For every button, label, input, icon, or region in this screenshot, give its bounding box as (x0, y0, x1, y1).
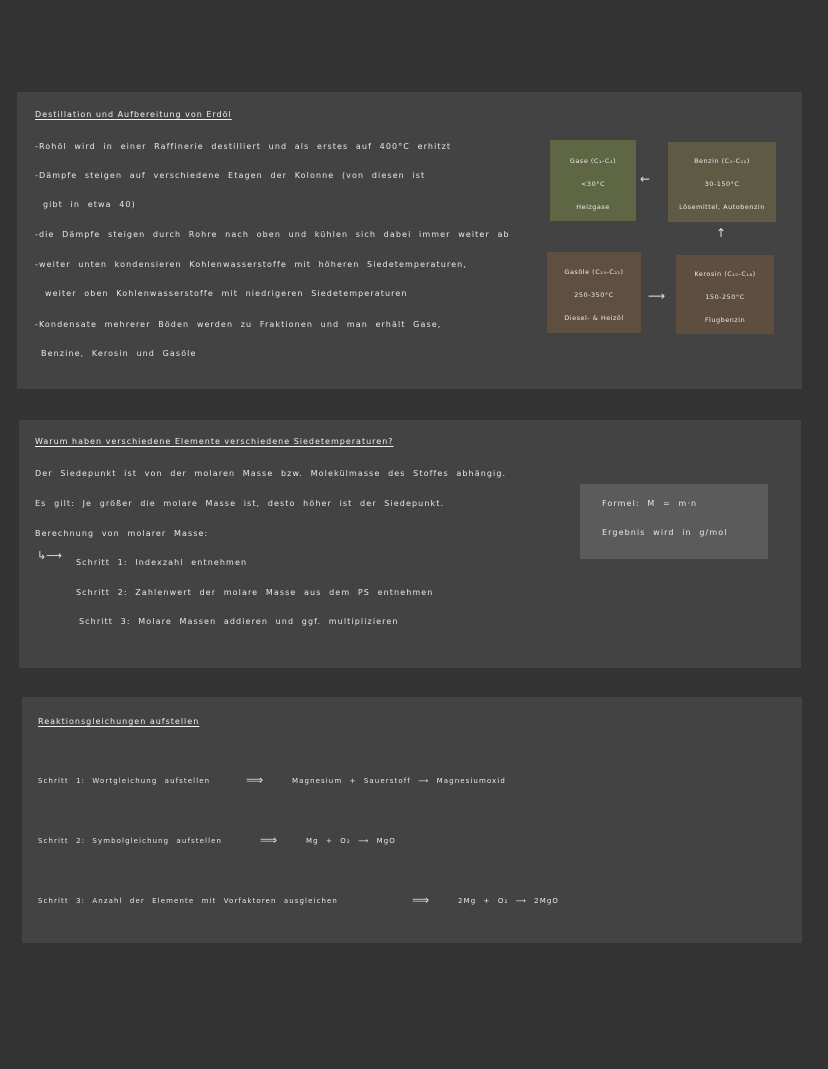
step-arrow-icon: ↳⟶ (37, 549, 62, 562)
text-line: -Rohöl wird in einer Raffinerie destilliert und als erstes auf 400°C erhitzt (35, 142, 452, 151)
fraction-use: Lösemittel, Autobenzin (679, 203, 765, 211)
text-line: weiter oben Kohlenwasserstoffe mit niedrigeren Siedetemperaturen (45, 289, 408, 298)
section-title: Warum haben verschiedene Elemente verschiedene Siedetemperaturen? (35, 437, 394, 446)
fraction-use: Flugbenzin (704, 316, 746, 324)
arrow-left-icon: ← (640, 172, 651, 186)
step3-label: Schritt 3: Anzahl der Elemente mit Vorfaktoren ausgleichen (38, 897, 338, 905)
fraction-box-kerosin (676, 255, 774, 334)
formula-result-line: Ergebnis wird in g/mol (602, 528, 728, 537)
text-line: -Dämpfe steigen auf verschiedene Etagen der Kolonne (von diesen ist (35, 171, 426, 180)
fraction-use: Heizgase (576, 203, 610, 211)
step-line: Schritt 3: Molare Massen addieren und ggf. multiplizieren (79, 617, 399, 626)
text-line: Es gilt: Je größer die molare Masse ist, desto höher ist der Siedepunkt. (35, 499, 445, 508)
step2-label: Schritt 2: Symbolgleichung aufstellen (38, 837, 223, 845)
section-title: Reaktionsgleichungen aufstellen (38, 717, 200, 726)
fraction-name: Gasöle (C₁₅-C₂₂) (564, 268, 624, 276)
reaction-equations-panel (22, 697, 802, 943)
text-line: Der Siedepunkt ist von der molaren Masse bzw. Molekülmasse des Stoffes abhängig. (35, 469, 507, 478)
fraction-temp: <30°C (580, 180, 605, 188)
fraction-temp: 250-350°C (574, 291, 614, 299)
fraction-box-gasoele (547, 252, 641, 333)
fraction-temp: 150-250°C (705, 293, 745, 301)
step3-equation: 2Mg + O₂ ⟶ 2MgO (458, 897, 559, 905)
section-title: Destillation und Aufbereitung von Erdöl (35, 110, 232, 119)
step2-equation: Mg + O₂ ⟶ MgO (306, 837, 396, 845)
step1-label: Schritt 1: Wortgleichung aufstellen (38, 777, 211, 785)
fraction-name: Gase (C₁-C₄) (569, 157, 617, 165)
formula-line: Formel: M = m·n (602, 499, 698, 508)
text-line: -Kondensate mehrerer Böden werden zu Fraktionen und man erhält Gase, (35, 320, 442, 329)
text-line: Berechnung von molarer Masse: (35, 529, 209, 538)
text-line: gibt in etwa 40) (43, 200, 136, 209)
fraction-name: Benzin (C₅-C₁₂) (694, 157, 750, 165)
fraction-box-gase (550, 140, 636, 221)
fraction-temp: 30-150°C (704, 180, 740, 188)
step1-equation: Magnesium + Sauerstoff ⟶ Magnesiumoxid (292, 777, 506, 785)
formula-box (580, 484, 768, 559)
text-line: Benzine, Kerosin und Gasöle (41, 349, 197, 358)
step-line: Schritt 2: Zahlenwert der molare Masse aus dem PS entnehmen (76, 588, 434, 597)
step-line: Schritt 1: Indexzahl entnehmen (76, 558, 248, 567)
text-line: -die Dämpfe steigen durch Rohre nach oben und kühlen sich dabei immer weiter ab (35, 230, 510, 239)
fraction-use: Diesel- & Heizöl (564, 314, 624, 322)
arrow-up-icon: ↑ (716, 226, 727, 240)
text-line: -weiter unten kondensieren Kohlenwasserstoffe mit höheren Siedetemperaturen, (35, 260, 467, 269)
distillation-panel (17, 92, 802, 389)
implies-arrow-icon: ⟹ (412, 893, 430, 907)
boiling-point-panel (19, 420, 801, 668)
fraction-box-benzin (668, 142, 776, 222)
implies-arrow-icon: ⟹ (260, 833, 278, 847)
implies-arrow-icon: ⟹ (246, 773, 264, 787)
fraction-name: Kerosin (C₁₀-C₁₆) (694, 270, 756, 278)
arrow-right-icon: ⟶ (648, 289, 666, 303)
